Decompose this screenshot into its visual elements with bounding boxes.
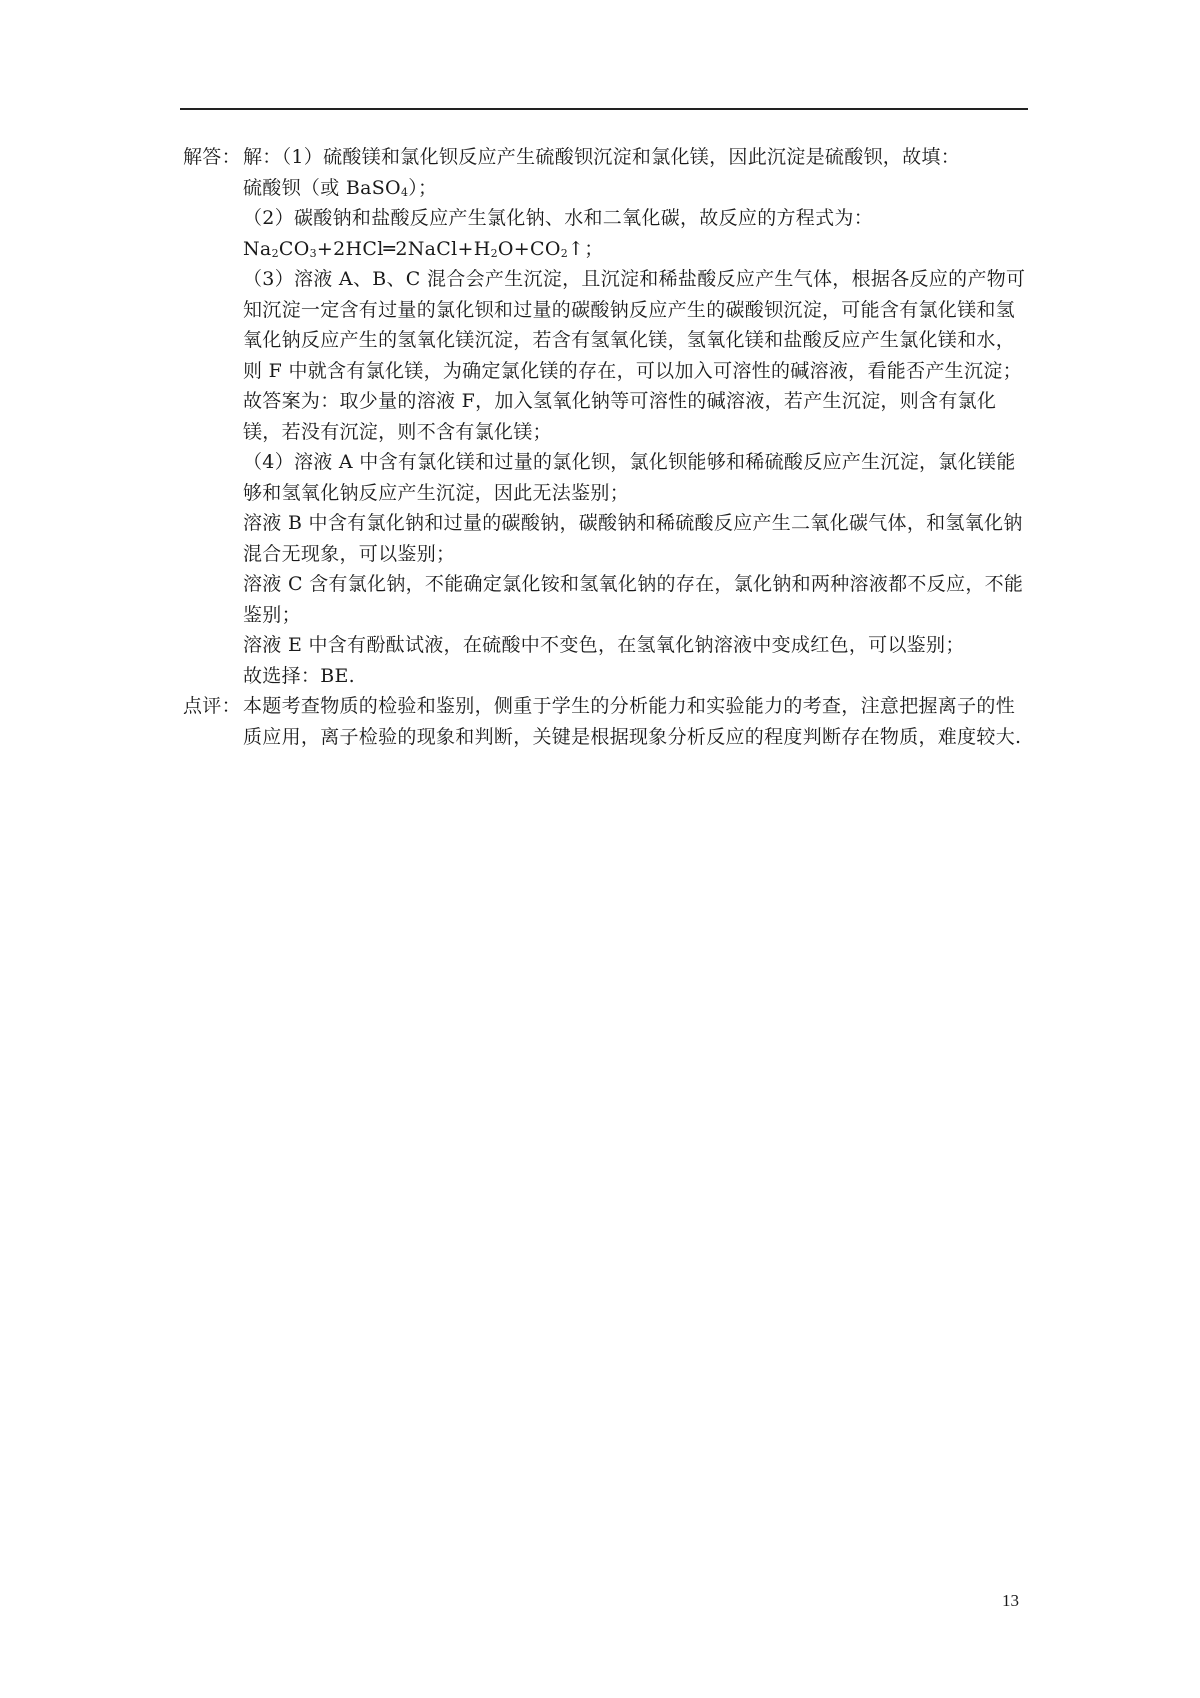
- answer-part-1-line-2a: 硫酸钡（或 BaSO: [243, 176, 401, 199]
- page-number: 13: [1002, 1591, 1019, 1610]
- answer-part-1: [243, 142, 1029, 203]
- answer-part-2: [243, 203, 1029, 264]
- document-body: [183, 142, 1029, 752]
- comment-text: 本题考查物质的检验和鉴别，侧重于学生的分析能力和实验能力的考查，注意把握离子的性质应用，离子检验的现象和判断，关键是根据现象分析反应的程度判断存在物质，难度较大.: [243, 695, 1022, 748]
- answer-part-4: （4）溶液 A 中含有氯化镁和过量的氯化钡，氯化钡能够和稀硫酸反应产生沉淀，氯化镁能够和氢氧化钠反应产生沉淀，因此无法鉴别；: [243, 451, 1016, 504]
- header-rule: [180, 108, 1028, 110]
- eq-na: Na: [243, 237, 272, 260]
- answer-section: [183, 142, 1029, 691]
- eq-co2: O+CO: [497, 237, 561, 260]
- eq-sub-1: 2: [271, 246, 279, 260]
- answer-part-7: 溶液 E 中含有酚酞试液，在硫酸中不变色，在氢氧化钠溶液中变成红色，可以鉴别；: [243, 634, 965, 656]
- answer-part-6: 溶液 C 含有氯化钠，不能确定氯化铵和氢氧化钠的存在，氯化钠和两种溶液都不反应，不能鉴别；: [243, 573, 1024, 626]
- comment-section: [183, 691, 1029, 752]
- chemical-equation: [243, 238, 604, 260]
- eq-co: CO: [278, 237, 310, 260]
- eq-sub-3: 2: [490, 246, 498, 260]
- answer-part-1-line-1: 解：（1）硫酸镁和氯化钡反应产生硫酸钡沉淀和氯化镁，因此沉淀是硫酸钡，故填：: [243, 146, 960, 168]
- answer-conclusion: 故选择：BE.: [243, 664, 355, 687]
- eq-sub-2: 3: [309, 246, 317, 260]
- answer-part-2-text: （2）碳酸钠和盐酸反应产生氯化钠、水和二氧化碳，故反应的方程式为：: [243, 207, 873, 229]
- answer-body: [243, 142, 1029, 691]
- eq-end: ↑；: [568, 237, 604, 260]
- answer-part-1-line-2b: ）；: [408, 176, 438, 199]
- answer-part-3: （3）溶液 A、B、C 混合会产生沉淀，且沉淀和稀盐酸反应产生气体，根据各反应的产物可知沉淀一定含有过量的氯化钡和过量的碳酸钠反应产生的碳酸钡沉淀，可能含有氯化镁和氢氧化钠反应产生的氢氧化镁沉淀，若含有氢氧化镁，氢氧化镁和盐酸反应产生氯化镁和水，则 F 中就含有氯化镁，为确定氯化镁的存在，可以加入可溶性的碱溶液，看能否产生沉淀；故答案为：取少量的溶液 F，加入氢氧化钠等可溶性的碱溶液，若产生沉淀，则含有氯化镁，若没有沉淀，则不含有氯化镁；: [243, 268, 1026, 443]
- eq-middle: +2HCl═2NaCl+H: [316, 237, 491, 260]
- answer-part-5: 溶液 B 中含有氯化钠和过量的碳酸钠，碳酸钠和稀硫酸反应产生二氧化碳气体，和氢氧化钠混合无现象，可以鉴别；: [243, 512, 1023, 565]
- comment-label: 点评：: [183, 695, 241, 717]
- answer-part-1-subscript: 4: [400, 185, 409, 199]
- eq-sub-4: 2: [560, 246, 569, 260]
- answer-label: 解答：: [183, 146, 241, 168]
